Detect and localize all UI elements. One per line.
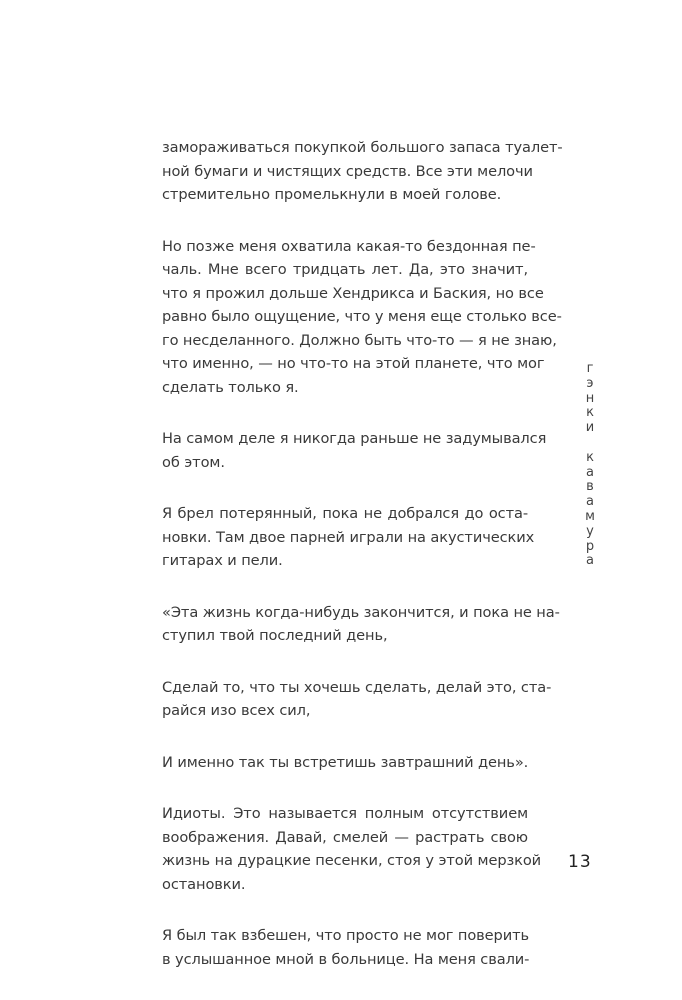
text-line: ступил твой последний день, xyxy=(162,627,388,644)
paragraph xyxy=(162,601,560,648)
running-head-letter: в xyxy=(586,479,594,495)
text-line: ной бумаги и чистящих средств. Все эти мелочи xyxy=(162,162,533,180)
running-head-letter: г xyxy=(586,361,594,376)
text-line: гитарах и пели. xyxy=(162,552,283,569)
text-line: Идиоты. Это называется полным отсутствием xyxy=(162,805,528,822)
paragraph xyxy=(162,924,528,971)
text-line: го несделанного. Должно быть что-то — я не знаю, xyxy=(162,331,557,349)
body-text xyxy=(162,136,563,999)
text-line: Но позже меня охватила какая-то бездонная пе- xyxy=(162,237,536,255)
text-line: «Эта жизнь когда-нибудь закончится, и пока не на- xyxy=(162,603,560,621)
text-line: Я был так взбешен, что просто не мог поверить xyxy=(162,927,529,944)
running-head-letter: н xyxy=(585,390,595,406)
text-line: что именно, — но что-то на этой планете, что мог xyxy=(162,355,545,372)
text-line: жизнь на дурацкие песенки, стоя у этой мерзкой xyxy=(162,852,542,869)
paragraph xyxy=(162,427,547,474)
paragraph xyxy=(162,136,563,207)
text-line: райся изо всех сил, xyxy=(162,702,311,719)
running-head-letter: а xyxy=(586,494,594,510)
text-line: стремительно промелькнули в моей голове. xyxy=(162,186,502,203)
text-line: новки. Там двое парней играли на акустических xyxy=(162,528,535,546)
paragraph xyxy=(162,802,542,896)
running-head-letter: э xyxy=(586,375,594,391)
running-head-author xyxy=(580,362,600,569)
text-line: в услышанное мной в больнице. На меня свали- xyxy=(162,950,530,968)
running-head-letter: а xyxy=(586,464,594,480)
page-number: 13 xyxy=(568,852,592,872)
paragraph xyxy=(162,751,528,775)
paragraph xyxy=(162,676,552,723)
text-line: сделать только я. xyxy=(162,378,299,396)
paragraph xyxy=(162,235,562,400)
text-line: об этом. xyxy=(162,453,225,471)
running-head-letter: к xyxy=(586,449,594,465)
paragraph xyxy=(162,502,535,573)
text-line: воображения. Давай, смелей — растрать свою xyxy=(162,828,528,846)
running-head-letter: у xyxy=(586,523,594,539)
text-line: что я прожил дольше Хендрикса и Баския, но все xyxy=(162,284,544,302)
text-line: замораживаться покупкой большого запаса туалет- xyxy=(162,139,563,156)
text-line: остановки. xyxy=(162,875,246,893)
running-head-letter: р xyxy=(585,538,595,554)
running-head-letter: к xyxy=(586,405,594,421)
text-line: И именно так ты встретишь завтрашний день». xyxy=(162,753,529,771)
text-line: равно было ощущение, что у меня еще столько все- xyxy=(162,308,562,325)
text-line: чаль. Мне всего тридцать лет. Да, это значит, xyxy=(162,261,528,278)
running-head-letter: и xyxy=(585,420,595,436)
running-head-letter: м xyxy=(585,508,595,524)
running-head-letter: а xyxy=(586,553,594,569)
text-line: Сделай то, что ты хочешь сделать, делай это, ста- xyxy=(162,678,552,696)
text-line: Я брел потерянный, пока не добрался до оста- xyxy=(162,505,528,522)
text-line: На самом деле я никогда раньше не задумывался xyxy=(162,430,547,447)
